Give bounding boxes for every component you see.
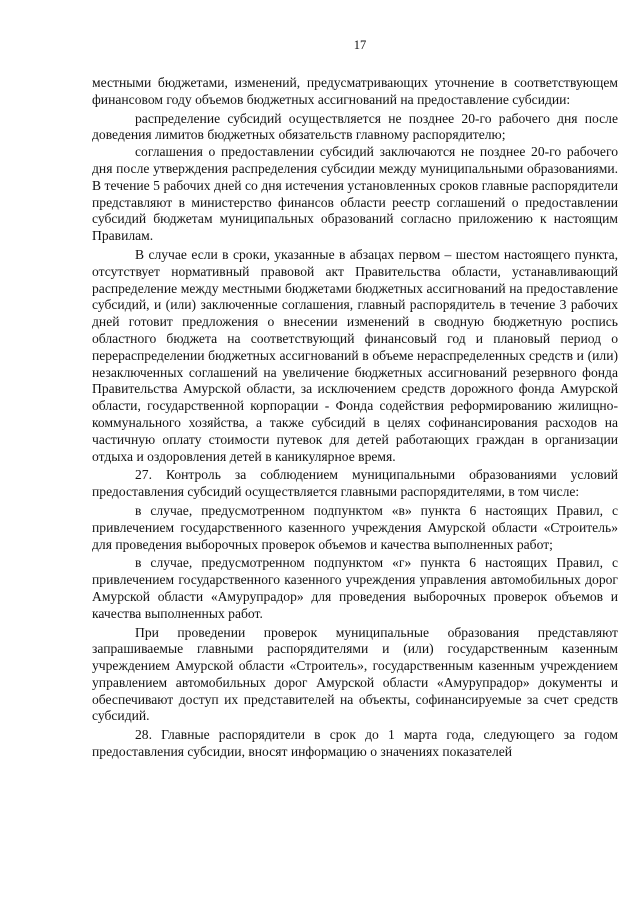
paragraph: в случае, предусмотренном подпунктом «в» пункта 6 настоящих Правил, с привлечением государственного казенного учреждения Амурской области «Строитель» для проведения выборочных проверок объемов и качества выполненных работ; — [92, 502, 618, 552]
paragraph: 27. Контроль за соблюдением муниципальными образованиями условий предоставления субсидий осуществляется главными распорядителями, в том числе: — [92, 467, 618, 500]
paragraph: При проведении проверок муниципальные образования представляют запрашиваемые главными распорядителями и (или) государственным казенным учреждением Амурской области «Строитель», государственным казенным учреждением управлением автомобильных дорог Амурской области «Амурупрадор» документы и обеспечивают доступ их представителей на объекты, софинансируемые за счет средств субсидий. — [92, 624, 618, 724]
body-text — [92, 75, 618, 761]
paragraph: В случае если в сроки, указанные в абзацах первом – шестом настоящего пункта, отсутствует нормативный правовой акт Правительства области, устанавливающий распределение между местными бюджетами бюджетных ассигнований на предоставление субсидий, и (или) заключенные соглашения, главный распорядитель в течение 3 рабочих дней готовит предложения о внесении изменений в сводную бюджетную роспись областного бюджета на соответствующий финансовый год и плановый период о перераспределении бюджетных ассигнований в объеме нераспределенных средств и (или) незаключенных соглашений на увеличение бюджетных ассигнований резервного фонда Правительства Амурской области, за исключением средств дорожного фонда Амурской области, государственной корпорации - Фонда содействия реформированию жилищно-коммунального хозяйства, а также субсидий в целях софинансирования расходов на частичную оплату стоимости путевок для детей работающих граждан в организации отдыха и оздоровления детей в каникулярное время. — [92, 246, 618, 464]
paragraph: местными бюджетами, изменений, предусматривающих уточнение в соответствующем финансовом году объемов бюджетных ассигнований на предоставление субсидии: — [92, 75, 618, 107]
paragraph: 28. Главные распорядители в срок до 1 марта года, следующего за годом предоставления субсидии, вносят информацию о значениях показателей — [92, 727, 618, 760]
paragraph: соглашения о предоставлении субсидий заключаются не позднее 20-го рабочего дня после утверждения распределения субсидии между муниципальными образованиями. В течение 5 рабочих дней со дня истечения установленных сроков главные распорядители представляют в министерство финансов области реестр соглашений о предоставлении субсидий бюджетам муниципальных образований согласно приложению к настоящим Правилам. — [92, 144, 618, 244]
paragraph: в случае, предусмотренном подпунктом «г» пункта 6 настоящих Правил, с привлечением государственного казенного учреждения управления автомобильных дорог Амурской области «Амурупрадор» для проведения выборочных проверок объемов и качества выполненных работ. — [92, 555, 618, 621]
page-number: 17 — [353, 38, 367, 52]
paragraph: распределение субсидий осуществляется не позднее 20-го рабочего дня после доведения лимитов бюджетных обязательств главному распорядителю; — [92, 110, 618, 143]
